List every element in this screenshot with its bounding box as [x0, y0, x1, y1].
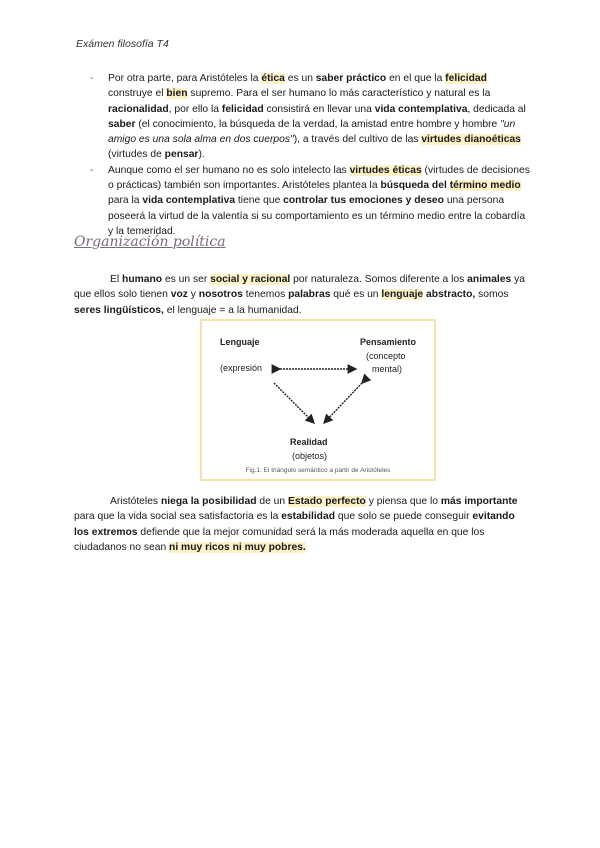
node-thought-subtitle: mental) — [372, 364, 403, 374]
bullet-dash: - — [90, 73, 94, 84]
node-language-subtitle: (expresión — [220, 363, 263, 373]
paragraph-state: Aristóteles niega la posibilidad de un Estado perfecto y piensa que lo más importante para que la vida social sea satisfactoria es la estabilidad que solo se puede conseguir evitando los extremos defiende que la mejor comunidad será la más moderada aquella en que los ciudadanos no sean ni muy ricos ni muy pobres. — [74, 496, 518, 553]
bold-term: vida contemplativa — [142, 195, 236, 207]
highlight-term: ética — [261, 73, 285, 84]
node-language-title: Lenguaje — [220, 337, 260, 347]
bold-term: humano — [122, 274, 163, 285]
bold-term: evitando los extremos — [74, 511, 515, 538]
bold-term: búsqueda del — [380, 180, 447, 192]
bullet-item-ethics: - Por otra parte, para Aristóteles la ética es un saber práctico en el que la felicidad construye el bien supremo. Para el ser humano lo más característico y natural es la racionalidad, por ello la felicidad consistirá en llevar una vida contemplativa, dedicada al saber (el conocimiento, la búsqueda de la verdad, la amistad entre hombre y hombre "un amigo es una sola alma en dos cuerpos"), a través del cultivo de las virtudes dianoéticas (virtudes de pensar). — [90, 73, 526, 161]
bold-term: controlar tus emociones y deseo — [283, 195, 444, 207]
bold-term: palabras — [288, 289, 331, 301]
node-thought-subtitle: (concepto — [366, 351, 406, 361]
highlight-term: ni muy ricos ni muy pobres. — [169, 541, 306, 553]
section-title: Organización política — [74, 234, 226, 250]
bold-term: nosotros — [198, 289, 243, 301]
highlight-term: lenguaje — [381, 289, 424, 301]
bullet-list — [90, 71, 530, 239]
page-header: Exámen filosofía T4 — [76, 38, 169, 50]
bold-term: voz — [170, 289, 188, 301]
node-thought-title: Pensamiento — [360, 337, 417, 347]
quote-text: "un amigo es una sola alma en dos cuerpos" — [108, 118, 516, 146]
bullet-item-virtues: - Aunque como el ser humano no es solo intelecto las virtudes éticas (virtudes de decisiones o prácticas) también son importantes. Aristóteles plantea la búsqueda del término medio para la vida contemplativa tiene que controlar tus emociones y deseo una persona poseerá la virtud de la valentía si su comportamiento es un término medio entre la cobardía y la temeridad. — [90, 164, 530, 237]
paragraph-language: El humano es un ser social y racional por naturaleza. Somos diferente a los animales ya que ellos solo tienen voz y nosotros tenemos palabras qué es un lenguaje abstracto, somos seres lingüísticos, el lenguaje = a la humanidad. — [74, 274, 525, 316]
bold-term: seres lingüísticos, — [74, 304, 164, 316]
figure-caption: Fig.1: El triángulo semántico a partir de Aristóteles — [245, 467, 391, 474]
highlight-term: felicidad — [445, 73, 487, 84]
node-reality-title: Realidad — [290, 437, 328, 447]
bold-term: niega la posibilidad — [160, 496, 257, 507]
bold-term: importante — [464, 496, 518, 507]
bullet-dash: - — [90, 164, 94, 176]
bold-term: felicidad — [221, 103, 264, 115]
bold-term: abstracto, — [426, 289, 476, 301]
node-reality-subtitle: (objetos) — [292, 451, 328, 461]
bold-term: saber — [108, 118, 136, 130]
highlight-term: término medio — [449, 180, 521, 192]
highlight-term: Estado perfecto — [288, 496, 366, 507]
bold-term: estabilidad — [281, 511, 335, 523]
bold-term: más — [440, 496, 462, 507]
highlight-term: virtudes dianoéticas — [421, 134, 521, 146]
arrow-language-reality — [274, 383, 314, 423]
semantic-triangle-figure — [200, 319, 436, 481]
bold-term: saber práctico — [315, 73, 387, 84]
bold-term: vida contemplativa — [374, 103, 468, 115]
highlight-term: bien — [166, 88, 188, 100]
bold-term: animales — [467, 274, 512, 285]
highlight-term: virtudes éticas — [349, 164, 422, 176]
bold-term: racionalidad — [108, 103, 169, 115]
highlight-term: social y racional — [210, 274, 291, 285]
arrow-thought-reality — [324, 383, 362, 423]
bold-term: pensar — [164, 149, 199, 161]
